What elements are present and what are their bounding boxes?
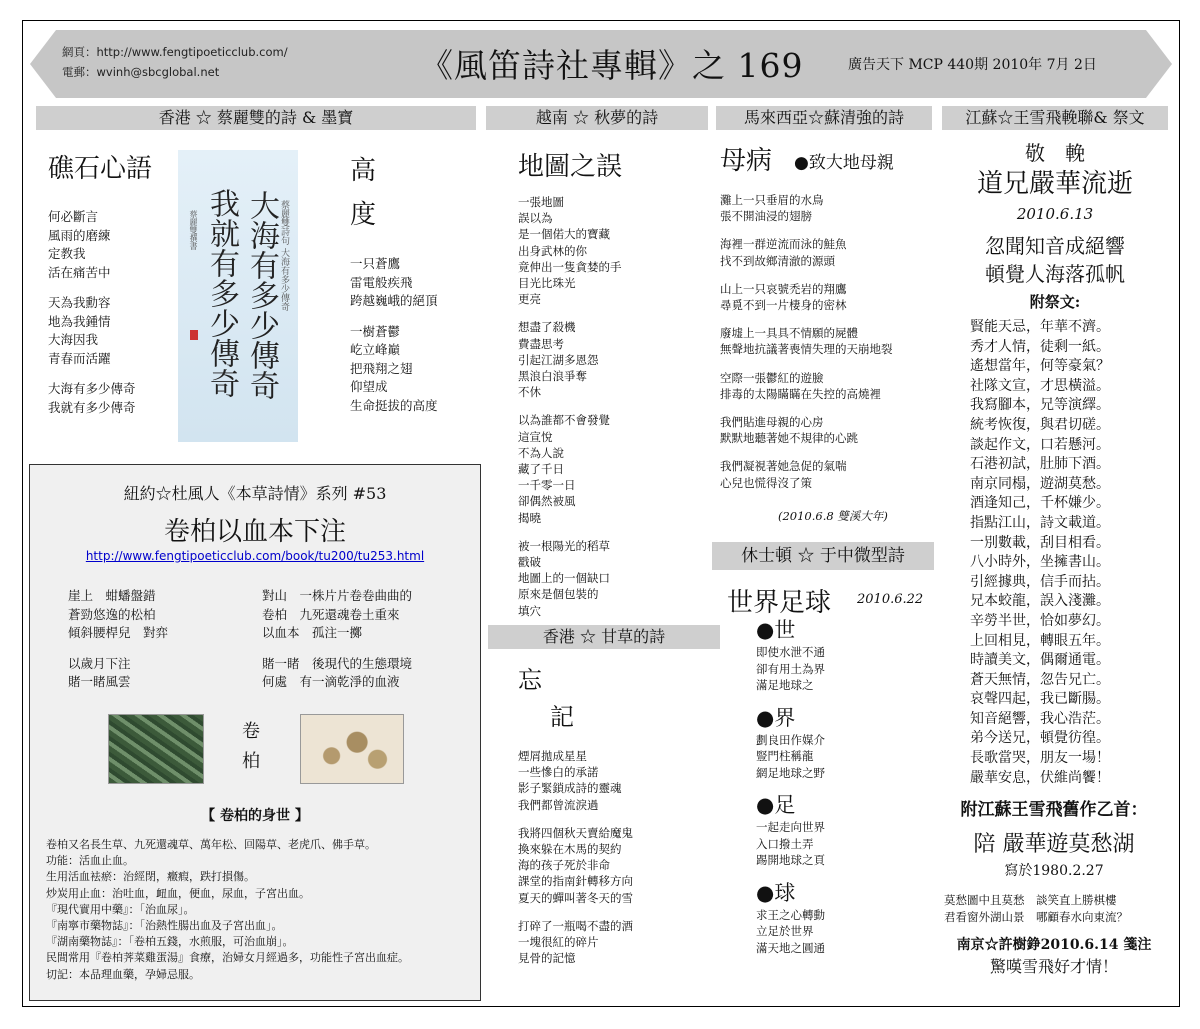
poem-line: 張不開油浸的翅膀 — [720, 209, 812, 224]
poem-line: 想盡了殺機 — [518, 320, 576, 335]
poem-line: 天為我勳容 — [48, 295, 111, 310]
poem-line: 被一根陽光的稻草 — [518, 538, 610, 553]
stanza-break — [518, 400, 708, 412]
poem-line: 地為我鍾情 — [48, 313, 111, 329]
section-header-col3b: 休士頓 ☆ 于中微型詩 — [712, 542, 934, 570]
poem-line: 空際一張鬱紅的遊臉 — [720, 370, 824, 385]
poem-line: 我們貼進母親的心房 — [720, 415, 824, 430]
bio-line: 『湖南藥物誌』：「卷柏五錢，水煎服，可治血崩」。 — [46, 935, 294, 949]
poem-line: 我就有多少傳奇 — [48, 399, 136, 415]
closing-block — [936, 934, 1172, 978]
calligraphy-line-1: 大海有多少傳奇 — [244, 190, 279, 400]
stanza-break — [48, 282, 176, 294]
poem-line: 海裡一群逆流而泳的鮭魚 — [720, 237, 847, 252]
page-title: 《風笛詩社專輯》之 169 — [420, 46, 804, 85]
eulogy-line: 引經據典，信手而拈。 — [970, 573, 1110, 590]
stanza-break — [756, 694, 931, 704]
poem-title-du: 度 — [350, 200, 377, 230]
eulogy-line: 八小時外，坐擁書山。 — [970, 554, 1110, 571]
poem-line: 不休 — [518, 385, 541, 400]
poem-line: 跨越巍峨的絕頂 — [350, 293, 438, 308]
poem-line: 一起走向世界 — [756, 820, 825, 834]
poem-line: 費盡思考 — [518, 336, 564, 351]
poem-line: 原來是個包裝的 — [518, 587, 599, 602]
poem-line: 出身武林的你 — [518, 243, 587, 258]
bio-line: 『現代實用中藥』：「治血尿」。 — [46, 902, 195, 916]
section-header-col2b: 香港 ☆ 甘草的詩 — [488, 625, 720, 649]
poem-line: 求王之心轉動 — [756, 907, 825, 922]
section-header-col1: 香港 ☆ 蔡麗雙的詩 & 墨寶 — [36, 106, 476, 130]
box-poem-right — [262, 587, 477, 692]
box-link[interactable]: http://www.fengtipoeticclub.com/book/tu200/tu253.html — [85, 549, 425, 563]
eulogy-head1: 敬 輓 — [1025, 141, 1085, 165]
eulogy-line: 南京同榻，遊湖莫愁。 — [970, 475, 1110, 492]
poem-line: 賭一睹 後現代的生態環境 — [262, 655, 413, 671]
eulogy-line: 知音絕響，我心浩茫。 — [970, 710, 1110, 727]
poem-line: 影子緊鎖成詩的靈魂 — [518, 781, 622, 796]
poem-line: 地圖上的一個缺口 — [518, 571, 610, 586]
poem-line: 我們凝視著她急促的氣喘 — [720, 459, 847, 474]
poem-line: 排毒的太陽瞞瞞在失控的高燒裡 — [720, 386, 881, 401]
poem-line: 傾斜腰桿兒 對弈 — [68, 625, 169, 640]
eulogy-line: 遙想當年，何等豪氣？ — [970, 358, 1110, 375]
calligraphy-small-1: 蔡麗雙詩句 大海有多少傳奇 — [279, 200, 289, 311]
section-header-col2: 越南 ☆ 秋夢的詩 — [486, 106, 708, 130]
poem-line: 賭一睹風雲 — [68, 674, 131, 689]
stanza-break — [262, 643, 477, 655]
poem-title-football: 世界足球 — [727, 588, 832, 618]
stanza-head: ●足 — [756, 793, 796, 817]
eulogy-line: 社隊文宣，才思橫溢。 — [970, 377, 1110, 394]
box-title: 卷柏以血本下注 — [163, 517, 346, 547]
stanza-break — [720, 269, 935, 281]
calligraphy-small-2: 蔡麗雙撰書 — [189, 210, 198, 250]
poem-line: 何處 有一滴乾淨的血液 — [262, 674, 400, 689]
date-note: (2010.6.8 雙溪大年) — [778, 509, 888, 523]
final-line: 驚嘆雪飛好才情！ — [989, 957, 1118, 976]
poem-line: 入口撥土弄 — [756, 836, 814, 851]
poem-line: 滿足地球之 — [756, 678, 814, 692]
poem-line: 豎門柱稱龍 — [756, 749, 814, 763]
poem-line: 劃良田作媒介 — [756, 732, 825, 747]
calligraphy-line-2: 我就有多少傳奇 — [204, 188, 239, 398]
eulogy-line: 談起作文，口若懸河。 — [970, 436, 1110, 453]
poem-line: 網足地球之野 — [756, 765, 825, 780]
poem-line: 踢開地球之頁 — [756, 853, 825, 867]
poem-title-mubing: 母病 — [720, 146, 773, 176]
bio-line: 炒炭用止血：治吐血，衄血，便血，尿血，子宮出血。 — [46, 886, 310, 900]
stanza-head: ●球 — [756, 880, 796, 905]
bio-line: 『南寧市藥物誌』：「治熱性腸出血及子宮出血」。 — [46, 919, 283, 933]
poem-line: 生命挺拔的高度 — [350, 397, 438, 413]
poem-body-wangji — [518, 748, 713, 966]
poem-title-jiaoshi: 礁石心語 — [48, 154, 153, 184]
poem-line: 一千零一日 — [518, 478, 576, 493]
bio-line: 切記：本品理血藥，孕婦忌服。 — [46, 967, 200, 981]
bio-line: 卷柏又名長生草、九死還魂草、萬年松、回陽草、老虎爪、佛手草。 — [46, 838, 376, 851]
section-header-col3: 馬來西亞☆蘇清強的詩 — [716, 106, 932, 130]
poem-line: 竟伸出一隻貪婪的手 — [518, 259, 622, 274]
eulogy-line: 賢能天忌，年華不濟。 — [970, 319, 1110, 335]
poem-line: 煙屑拋成星星 — [518, 749, 587, 763]
eulogy-line: 指點江山，詩文載道。 — [970, 514, 1110, 531]
poem-line: 這宣悅 — [518, 429, 553, 444]
poem-line: 不為人說 — [518, 445, 564, 460]
herbal-poem-box — [29, 464, 481, 1001]
poem-line: 一些慘白的承諾 — [518, 765, 599, 780]
eulogy-line: 蒼天無情，忽告兄亡。 — [970, 671, 1110, 688]
stanza-break — [720, 446, 935, 458]
eulogy-line: 兄本蛟龍，誤入淺灘。 — [970, 593, 1110, 610]
eulogy-block — [942, 140, 1168, 312]
stanza-break — [720, 313, 935, 325]
bio-line: 民間常用『卷柏荠菜雞蛋湯』食療，治婦女月經過多，功能性子宮出血症。 — [46, 951, 409, 965]
annotation-note: 南京☆許樹錚2010.6.14 箋注 — [956, 937, 1152, 953]
stanza-head: ●界 — [756, 705, 796, 730]
stanza-break — [518, 526, 708, 538]
poem-line: 仰望成 — [350, 379, 388, 394]
old-poem-date: 寫於1980.2.27 — [1004, 863, 1104, 879]
eulogy-line: 酒逢知己，千杯嫌少。 — [970, 495, 1110, 512]
couplet-1: 忽聞知音成絕響 — [985, 234, 1125, 258]
couplet-2: 頓覺人海落孤帆 — [985, 262, 1125, 286]
plant-char-2: 柏 — [242, 751, 260, 772]
stanza-break — [756, 781, 931, 791]
poem-line: 課堂的指南針轉移方向 — [518, 874, 633, 889]
eulogy-line: 一別數載，刮目相看。 — [970, 534, 1110, 551]
poem-date-football: 2010.6.22 — [857, 592, 924, 607]
poem-line: 大海因我 — [48, 332, 99, 347]
poem-line: 以歲月下注 — [68, 655, 131, 671]
stanza-head: ●世 — [756, 618, 796, 642]
stanza-break — [518, 906, 713, 918]
poem-line: 找不到故鄉清澈的源頭 — [720, 253, 835, 268]
old-poem-block — [936, 798, 1172, 880]
poem-line: 一塊很紅的碎片 — [518, 935, 599, 950]
poem-title-ji: 記 — [550, 703, 574, 731]
poem-line: 一只蒼鷹 — [350, 256, 401, 271]
eulogy-line: 辛勞半世，恰如夢幻。 — [970, 612, 1110, 629]
poem-line: 對山 一株片片卷卷曲曲的 — [262, 588, 413, 603]
box-poem-left — [68, 587, 268, 692]
poem-line: 揭曉 — [518, 510, 541, 525]
stanza-break — [350, 311, 480, 323]
poem-title-ditu: 地圖之誤 — [518, 152, 623, 182]
poem-line: 更亮 — [518, 292, 541, 307]
poem-body-mubing — [720, 192, 935, 491]
poem-line: 立足於世界 — [756, 924, 814, 938]
poem-line: 君看窗外湖山景 哪顧春水向東流？ — [944, 910, 1128, 924]
plant-char-1: 卷 — [242, 721, 260, 742]
poem-line: 蒼勁悠逸的松柏 — [68, 606, 156, 622]
poem-line: 卻偶然被風 — [518, 494, 576, 509]
bio-heading: 【 卷柏的身世 】 — [201, 808, 309, 824]
poem-line: 打碎了一瓶喝不盡的酒 — [518, 918, 633, 933]
old-poem-title: 陪 嚴華遊莫愁湖 — [973, 832, 1135, 857]
poem-line: 定教我 — [48, 246, 86, 261]
poem-line: 藏了千日 — [518, 462, 564, 477]
poem-line: 山上一只哀號禿岩的翔鷹 — [720, 281, 847, 296]
poem-line: 填穴 — [518, 603, 541, 618]
eulogy-date: 2010.6.13 — [1016, 205, 1094, 223]
eulogy-line: 嚴華安息，伏維尚饗！ — [970, 769, 1110, 786]
eulogy-line: 我寫腳本，兄等演繹。 — [970, 397, 1110, 414]
poem-line: 活在痛苦中 — [48, 264, 111, 280]
eulogy-line: 弟今送兄，頓覺彷徨。 — [970, 730, 1110, 747]
poem-line: 目光比珠光 — [518, 276, 576, 291]
poem-subtitle-mubing: ●致大地母親 — [794, 153, 894, 173]
poem-line: 滿天地之圓通 — [756, 940, 825, 955]
eulogy-line: 石港初試，肚肺下酒。 — [970, 456, 1110, 473]
poem-line: 把飛翔之翅 — [350, 360, 413, 376]
stanza-break — [720, 402, 935, 414]
poem-line: 換來躲在木馬的契約 — [518, 842, 622, 857]
poem-line: 即使水泄不通 — [756, 645, 825, 659]
old-poem-body — [944, 892, 1174, 926]
eulogy-line: 長歌當哭，朋友一場！ — [970, 750, 1110, 767]
eulogy-line: 哀聲四起，我已斷腸。 — [970, 691, 1110, 708]
seal-stamp — [190, 330, 198, 340]
stanza-break — [518, 307, 708, 319]
poem-line: 黑浪白浪爭奪 — [518, 369, 587, 384]
poem-title-wang: 忘 — [518, 666, 542, 694]
poem-line: 一樹蒼鬱 — [350, 323, 401, 339]
poem-line: 一張地圖 — [518, 195, 564, 209]
poem-line: 大海有多少傳奇 — [48, 381, 136, 396]
eulogy-line: 秀才人情，徒剩一紙。 — [970, 338, 1110, 355]
stanza-break — [756, 956, 931, 966]
eulogy-subhead: 附祭文: — [1029, 293, 1081, 311]
poem-body-ditu — [518, 194, 708, 619]
eulogy-line: 時讀美文，偶爾通電。 — [970, 652, 1110, 669]
eulogy-head2: 道兄嚴華流逝 — [976, 169, 1133, 199]
poem-body-gaodu — [350, 255, 480, 415]
poem-line: 見骨的記憶 — [518, 951, 576, 966]
poem-line: 誤以為 — [518, 211, 553, 226]
poem-line: 以為誰都不會發覺 — [518, 413, 610, 428]
poem-line: 莫愁圖中且莫愁 談笑直上勝棋樓 — [944, 893, 1117, 907]
poem-title-gao: 高 — [350, 156, 377, 186]
stanza-break — [48, 368, 176, 380]
poem-line: 屹立峰巔 — [350, 342, 401, 357]
poem-line: 戳破 — [518, 555, 541, 570]
poem-line: 心兒也慌得沒了策 — [720, 475, 812, 490]
poem-line: 夏天的蟬叫著冬天的雪 — [518, 890, 633, 905]
website-text: 網頁：http://www.fengtipoeticclub.com/ — [62, 45, 288, 59]
stanza-break — [756, 869, 931, 879]
stanza-break — [720, 358, 935, 370]
poem-line: 海的孩子死於非命 — [518, 858, 610, 873]
eulogy-text — [970, 318, 1170, 788]
section-header-col4: 江蘇☆王雪飛輓聯& 祭文 — [942, 106, 1168, 130]
bio-body — [46, 837, 476, 983]
bio-line: 功能：活血止血。 — [46, 854, 134, 868]
eulogy-line: 統考恢復，與君切磋。 — [970, 416, 1110, 433]
calligraphy-image — [178, 150, 298, 442]
poem-line: 青春而活躍 — [48, 350, 111, 366]
poem-body-jiaoshi — [48, 208, 176, 417]
poem-line: 是一個偌大的寶藏 — [518, 227, 610, 242]
box-series: 紐約☆杜風人《本草詩情》系列 #53 — [123, 484, 387, 503]
poem-line: 我們都曾流淚過 — [518, 797, 599, 812]
poem-line: 以血本 孤注一擲 — [262, 625, 363, 640]
poem-line: 風雨的磨練 — [48, 227, 111, 243]
plant-image-1 — [108, 714, 204, 784]
poem-line: 卷柏 九死還魂卷土重來 — [262, 606, 400, 622]
poem-line: 灘上一只垂眉的水鳥 — [720, 193, 824, 207]
poem-line: 崖上 蚶蟠盤錯 — [68, 588, 156, 603]
poem-line: 廢墟上一具具不情願的屍體 — [720, 326, 858, 341]
football-stanzas — [756, 616, 931, 966]
poem-line: 尋覓不到一片棲身的密林 — [720, 298, 847, 313]
poem-line: 卻有用土為界 — [756, 661, 825, 676]
stanza-break — [720, 224, 935, 236]
poem-line: 雷電般疾飛 — [350, 274, 413, 290]
attach-heading: 附江蘇王雪飛舊作乙首： — [960, 800, 1148, 820]
poem-line: 默默地聽著她不規律的心跳 — [720, 431, 858, 446]
poem-line: 引起江湖多恩怨 — [518, 352, 599, 367]
stanza-break — [68, 643, 268, 655]
eulogy-line: 上回相見，轉眼五年。 — [970, 632, 1110, 649]
bio-line: 生用活血袪瘀：治經閉，癥瘕，跌打損傷。 — [46, 870, 255, 884]
stanza-break — [518, 813, 713, 825]
poem-line: 我將四個秋天賣給魔鬼 — [518, 825, 633, 840]
plant-image-2 — [300, 714, 404, 784]
email-text: 電郵：wvinh@sbcglobal.net — [62, 65, 220, 79]
poem-line: 無聲地抗議著喪情失理的天崩地裂 — [720, 342, 893, 357]
poem-line: 何必斷言 — [48, 209, 99, 224]
issue-text: 廣告天下 MCP 440期 2010年 7月 2日 — [848, 57, 1097, 73]
